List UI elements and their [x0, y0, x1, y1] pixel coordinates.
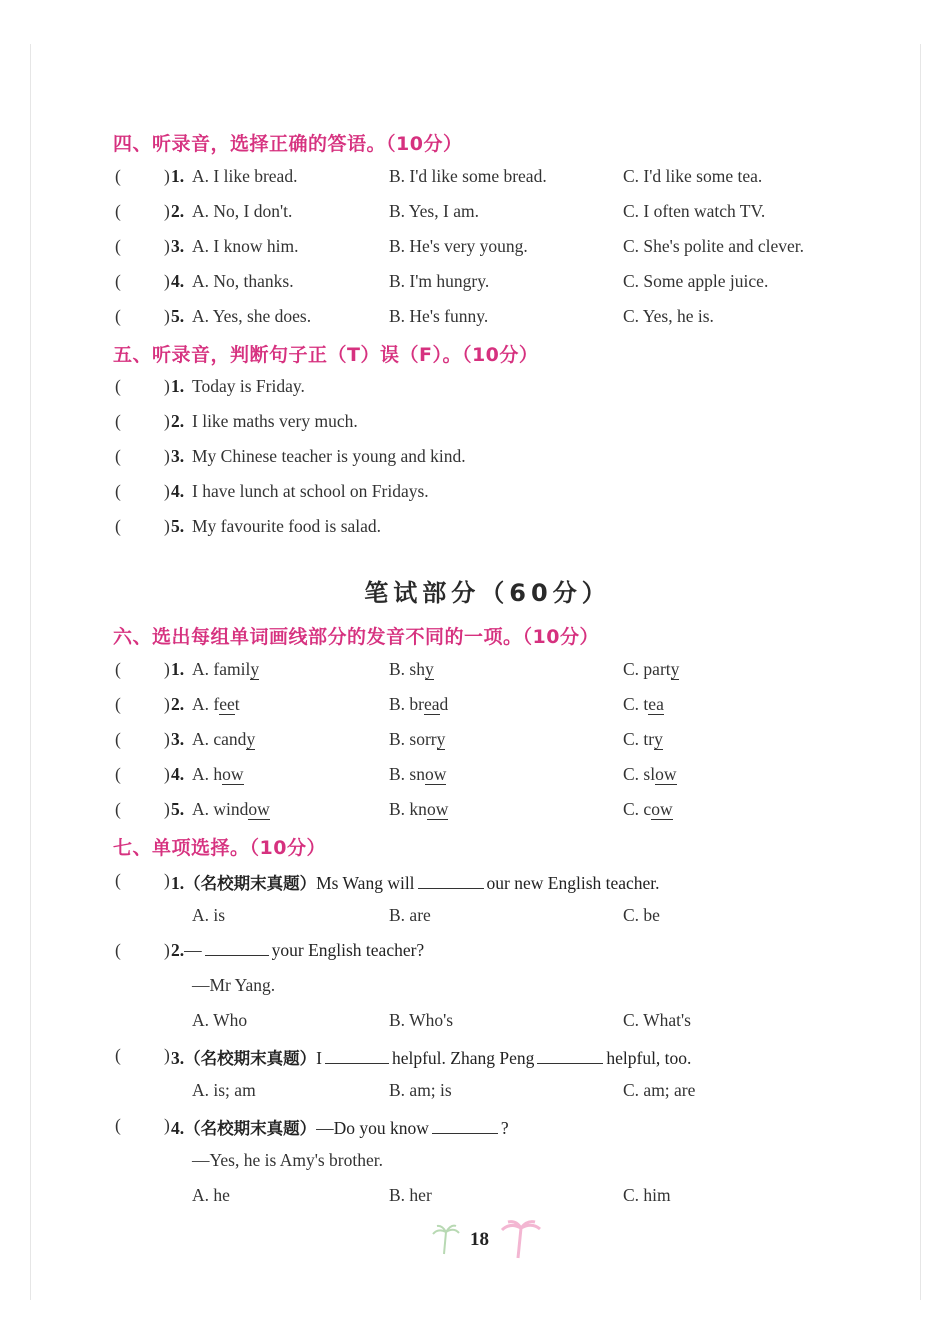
- answer-blank[interactable]: (: [115, 1115, 121, 1135]
- option-c: C. try: [623, 729, 663, 749]
- option-a: A. Yes, she does.: [192, 306, 312, 326]
- option-c: C. Some apple juice.: [623, 271, 769, 291]
- option-a: A. is: [192, 905, 226, 925]
- section4-title: 四、听录音，选择正确的答语。（10分）: [113, 133, 463, 155]
- underlined-sound: y: [436, 729, 446, 749]
- statement-text: Today is Friday.: [192, 376, 305, 396]
- fill-blank-2[interactable]: [537, 1048, 603, 1064]
- option-b: B. I'm hungry.: [389, 271, 490, 291]
- option-c: C. She's polite and clever.: [623, 236, 805, 256]
- answer-blank[interactable]: (: [115, 659, 121, 679]
- option-c: C. slow: [623, 764, 677, 784]
- answer-blank[interactable]: (: [115, 306, 121, 326]
- option-b: B. sorry: [389, 729, 446, 749]
- option-a: A. candy: [192, 729, 256, 749]
- response-text: —Mr Yang.: [192, 975, 276, 995]
- option-b: B. are: [389, 905, 431, 925]
- option-c: C. cow: [623, 799, 673, 819]
- answer-blank[interactable]: (: [115, 166, 121, 186]
- answer-blank[interactable]: (: [115, 729, 121, 749]
- option-b: B. bread: [389, 694, 449, 714]
- question-row: [0, 446, 950, 474]
- answer-paren-close: ): [164, 1115, 170, 1135]
- underlined-sound: ee: [219, 694, 235, 714]
- answer-blank[interactable]: (: [115, 236, 121, 256]
- question-number: 1.（名校期末真题）Ms Wang will our new English teacher.: [171, 873, 660, 893]
- question-number: 4.: [171, 481, 185, 501]
- underlined-sound: y: [250, 659, 260, 679]
- option-b: B. He's funny.: [389, 306, 489, 326]
- question-number: 1.: [171, 166, 185, 186]
- options-row: [0, 905, 950, 933]
- answer-paren-close: ): [164, 376, 170, 396]
- underlined-sound: y: [654, 729, 663, 749]
- underlined-sound: ow: [248, 799, 270, 819]
- statement-text: I have lunch at school on Fridays.: [192, 481, 429, 501]
- option-b: B. He's very young.: [389, 236, 528, 256]
- question-text: —Do you know: [316, 1118, 429, 1138]
- question-row: [0, 870, 950, 898]
- option-b: B. her: [389, 1185, 432, 1205]
- question-row: [0, 271, 950, 299]
- statement-text: My favourite food is salad.: [192, 516, 382, 536]
- question-number: 1.: [171, 659, 185, 679]
- option-b: B. snow: [389, 764, 447, 784]
- question-text: —: [184, 940, 202, 960]
- option-c: C. I'd like some tea.: [623, 166, 763, 186]
- option-a: A. I like bread.: [192, 166, 298, 186]
- question-number: 3.: [171, 729, 185, 749]
- underlined-sound: ow: [426, 799, 449, 819]
- answer-paren-close: ): [164, 481, 170, 501]
- option-c: C. be: [623, 905, 660, 925]
- question-row: [0, 764, 950, 792]
- answer-paren-close: ): [164, 446, 170, 466]
- option-a: A. is; am: [192, 1080, 256, 1100]
- question-number: 5.: [171, 516, 185, 536]
- question-row: [0, 201, 950, 229]
- question-row: [0, 166, 950, 194]
- section5-title: 五、听录音，判断句子正（T）误（F）。（10分）: [113, 344, 539, 366]
- question-row: [0, 940, 950, 968]
- answer-blank[interactable]: (: [115, 870, 121, 890]
- question-row: [0, 1115, 950, 1143]
- answer-blank[interactable]: (: [115, 1045, 121, 1065]
- question-row: [0, 729, 950, 757]
- answer-paren-close: ): [164, 516, 170, 536]
- question-number: 4.: [171, 271, 185, 291]
- answer-paren-close: ): [164, 659, 170, 679]
- option-b: B. Who's: [389, 1010, 454, 1030]
- question-text-mid: helpful. Zhang Peng: [391, 1048, 535, 1068]
- option-a: A. window: [192, 799, 270, 819]
- option-a: A. how: [192, 764, 244, 784]
- option-c: C. Yes, he is.: [623, 306, 714, 326]
- option-c: C. party: [623, 659, 680, 679]
- question-number: 2.— your English teacher?: [171, 940, 425, 960]
- option-c: C. am; are: [623, 1080, 696, 1100]
- response-row: [0, 1150, 950, 1178]
- question-number: 1.: [171, 376, 185, 396]
- answer-paren-close: ): [164, 201, 170, 221]
- option-a: A. he: [192, 1185, 230, 1205]
- underlined-sound: y: [424, 659, 434, 679]
- option-b: B. shy: [389, 659, 434, 679]
- answer-blank[interactable]: (: [115, 481, 121, 501]
- answer-blank[interactable]: (: [115, 376, 121, 396]
- source-tag: （名校期末真题）: [184, 1049, 317, 1068]
- answer-paren-close: ): [164, 166, 170, 186]
- answer-paren-close: ): [164, 764, 170, 784]
- options-row: [0, 1080, 950, 1108]
- question-text-end: ?: [500, 1118, 509, 1138]
- answer-blank[interactable]: (: [115, 411, 121, 431]
- answer-blank[interactable]: (: [115, 764, 121, 784]
- answer-paren-close: ): [164, 306, 170, 326]
- question-number: 4.（名校期末真题）—Do you know ?: [171, 1118, 509, 1138]
- answer-blank[interactable]: (: [115, 799, 121, 819]
- option-a: A. feet: [192, 694, 240, 714]
- option-b: B. Yes, I am.: [389, 201, 479, 221]
- question-number: 2.: [171, 411, 185, 431]
- question-number: 3.（名校期末真题）I helpful. Zhang Peng helpful, too.: [171, 1048, 692, 1068]
- underlined-sound: y: [246, 729, 256, 749]
- answer-paren-close: ): [164, 271, 170, 291]
- underlined-sound: ow: [222, 764, 244, 784]
- question-text-end: our new English teacher.: [486, 873, 660, 893]
- question-row: [0, 236, 950, 264]
- underlined-sound: ea: [648, 694, 664, 714]
- question-row: [0, 376, 950, 404]
- question-number: 5.: [171, 799, 185, 819]
- underlined-sound: ow: [651, 799, 673, 819]
- question-number: 3.: [171, 446, 185, 466]
- answer-blank[interactable]: (: [115, 271, 121, 291]
- underlined-sound: ow: [655, 764, 677, 784]
- written-part-title: 笔试部分（60分）: [364, 579, 611, 607]
- response-text: —Yes, he is Amy's brother.: [192, 1150, 383, 1170]
- statement-text: I like maths very much.: [192, 411, 358, 431]
- question-row: [0, 1045, 950, 1073]
- fill-blank[interactable]: [418, 873, 484, 889]
- option-a: A. I know him.: [192, 236, 299, 256]
- fill-blank[interactable]: [432, 1118, 498, 1134]
- options-row: [0, 1185, 950, 1213]
- option-a: A. family: [192, 659, 260, 679]
- palm-large-icon: [502, 1222, 540, 1258]
- option-c: C. What's: [623, 1010, 691, 1030]
- source-tag: （名校期末真题）: [184, 1119, 317, 1138]
- question-number: 2.: [171, 694, 185, 714]
- answer-paren-close: ): [164, 411, 170, 431]
- answer-paren-close: ): [164, 940, 170, 960]
- underlined-sound: ea: [424, 694, 440, 714]
- question-row: [0, 516, 950, 544]
- question-text: I: [316, 1048, 322, 1068]
- section7-title: 七、单项选择。（10分）: [113, 837, 326, 859]
- question-row: [0, 694, 950, 722]
- underlined-sound: y: [670, 659, 680, 679]
- option-c: C. him: [623, 1185, 671, 1205]
- option-b: B. know: [389, 799, 449, 819]
- statement-text: My Chinese teacher is young and kind.: [192, 446, 466, 466]
- question-text-end: your English teacher?: [271, 940, 425, 960]
- question-row: [0, 659, 950, 687]
- answer-paren-close: ): [164, 799, 170, 819]
- question-number: 4.: [171, 764, 185, 784]
- answer-blank[interactable]: (: [115, 516, 121, 536]
- question-row: [0, 306, 950, 334]
- option-b: B. am; is: [389, 1080, 452, 1100]
- option-c: C. I often watch TV.: [623, 201, 766, 221]
- answer-paren-close: ): [164, 1045, 170, 1065]
- question-number: 3.: [171, 236, 185, 256]
- answer-paren-close: ): [164, 870, 170, 890]
- options-row: [0, 1010, 950, 1038]
- option-c: C. tea: [623, 694, 664, 714]
- response-row: [0, 975, 950, 1003]
- fill-blank[interactable]: [205, 940, 269, 956]
- question-row: [0, 411, 950, 439]
- source-tag: （名校期末真题）: [184, 874, 317, 893]
- answer-blank[interactable]: (: [115, 201, 121, 221]
- fill-blank-1[interactable]: [325, 1048, 389, 1064]
- answer-paren-close: ): [164, 236, 170, 256]
- section6-title: 六、选出每组单词画线部分的发音不同的一项。（10分）: [113, 626, 599, 648]
- answer-blank[interactable]: (: [115, 694, 121, 714]
- answer-blank[interactable]: (: [115, 940, 121, 960]
- question-number: 2.: [171, 201, 185, 221]
- question-number: 5.: [171, 306, 185, 326]
- option-a: A. No, I don't.: [192, 201, 293, 221]
- question-row: [0, 799, 950, 827]
- question-text: Ms Wang will: [316, 873, 415, 893]
- answer-paren-close: ): [164, 694, 170, 714]
- answer-blank[interactable]: (: [115, 446, 121, 466]
- option-b: B. I'd like some bread.: [389, 166, 547, 186]
- page-number: 18: [470, 1229, 489, 1250]
- option-a: A. Who: [192, 1010, 248, 1030]
- question-text-end: helpful, too.: [606, 1048, 692, 1068]
- question-row: [0, 481, 950, 509]
- answer-paren-close: ): [164, 729, 170, 749]
- option-a: A. No, thanks.: [192, 271, 294, 291]
- palm-small-icon: [433, 1226, 459, 1254]
- underlined-sound: ow: [424, 764, 447, 784]
